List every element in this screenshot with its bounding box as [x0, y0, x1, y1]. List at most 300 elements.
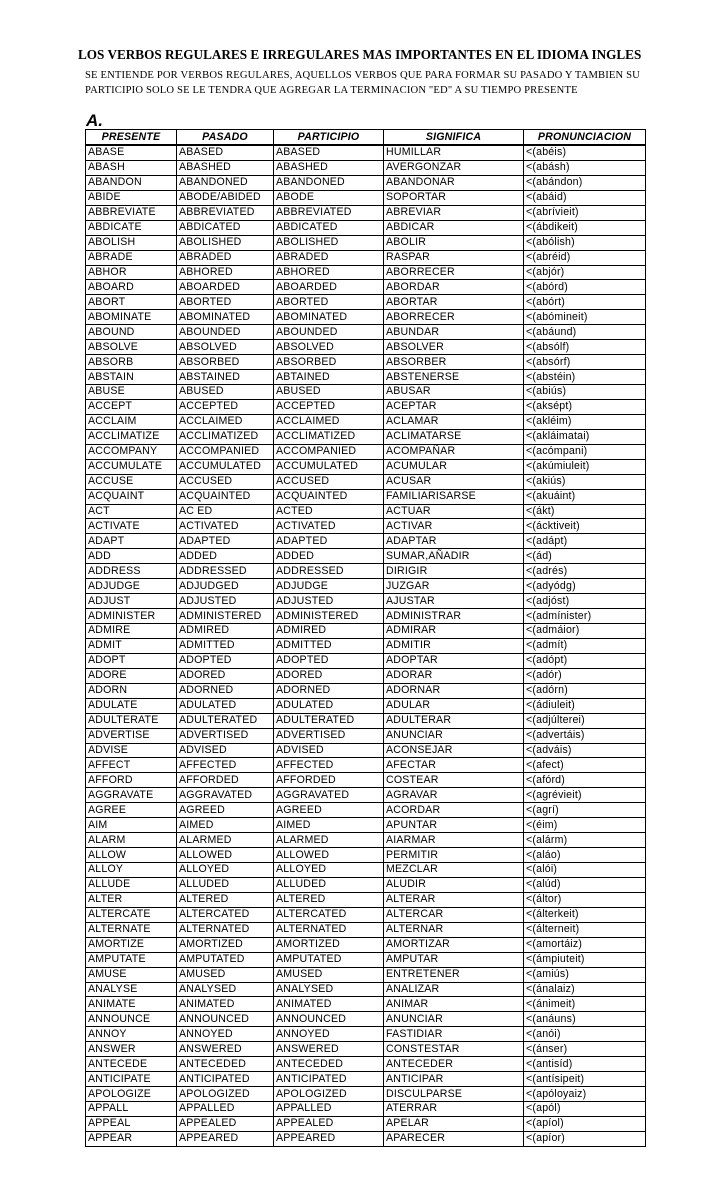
table-row — [86, 489, 646, 504]
cell-significa: ADMINISTRAR — [384, 609, 524, 624]
cell-significa: ADULAR — [384, 698, 524, 713]
cell-presente: ANIMATE — [86, 997, 177, 1012]
cell-pronunciacion: <(abómineit) — [524, 310, 646, 325]
cell-presente: ADMIT — [86, 638, 177, 653]
table-row — [86, 653, 646, 668]
table-row — [86, 295, 646, 310]
cell-participio: ABDICATED — [274, 220, 384, 235]
table-row — [86, 863, 646, 878]
cell-pasado: ABODE/ABIDED — [177, 190, 274, 205]
cell-participio: ADMINISTERED — [274, 609, 384, 624]
cell-pronunciacion: <(adrés) — [524, 564, 646, 579]
table-row — [86, 549, 646, 564]
cell-participio: ACCOMPANIED — [274, 444, 384, 459]
section-letter: A. — [86, 111, 103, 130]
column-header-pasado: PASADO — [177, 130, 274, 146]
cell-pronunciacion: <(abjór) — [524, 265, 646, 280]
cell-pasado: ADORNED — [177, 683, 274, 698]
table-row — [86, 429, 646, 444]
table-row — [86, 803, 646, 818]
cell-pasado: ALLOYED — [177, 863, 274, 878]
cell-presente: ALLOY — [86, 863, 177, 878]
table-row — [86, 205, 646, 220]
cell-participio: ADJUDGE — [274, 579, 384, 594]
cell-pasado: ABDICATED — [177, 220, 274, 235]
cell-pronunciacion: <(adórn) — [524, 683, 646, 698]
cell-participio: ADMIRED — [274, 624, 384, 639]
cell-pasado: ABUSED — [177, 385, 274, 400]
cell-significa: HUMILLAR — [384, 145, 524, 160]
cell-pronunciacion: <(antisíd) — [524, 1057, 646, 1072]
cell-participio: ADORED — [274, 668, 384, 683]
cell-participio: ANSWERED — [274, 1042, 384, 1057]
cell-significa: AVERGONZAR — [384, 160, 524, 175]
cell-pronunciacion: <(akléim) — [524, 414, 646, 429]
cell-significa: ENTRETENER — [384, 967, 524, 982]
cell-significa: ABDICAR — [384, 220, 524, 235]
cell-participio: ABASHED — [274, 160, 384, 175]
cell-pasado: AFFORDED — [177, 773, 274, 788]
cell-presente: APPEAR — [86, 1131, 177, 1146]
cell-participio: ADAPTED — [274, 534, 384, 549]
cell-presente: ACCUSE — [86, 474, 177, 489]
table-row — [86, 922, 646, 937]
cell-participio: ADULATED — [274, 698, 384, 713]
cell-significa: ABOLIR — [384, 235, 524, 250]
cell-pronunciacion: <(adyódg) — [524, 579, 646, 594]
cell-pasado: ADDRESSED — [177, 564, 274, 579]
cell-pasado: ADAPTED — [177, 534, 274, 549]
cell-participio: ALLOWED — [274, 848, 384, 863]
table-row — [86, 728, 646, 743]
table-row — [86, 414, 646, 429]
cell-significa: ADMITIR — [384, 638, 524, 653]
cell-presente: ABORT — [86, 295, 177, 310]
cell-pronunciacion: <(abiús) — [524, 385, 646, 400]
table-row — [86, 190, 646, 205]
cell-presente: AMUSE — [86, 967, 177, 982]
cell-significa: ANALIZAR — [384, 982, 524, 997]
cell-participio: ADVERTISED — [274, 728, 384, 743]
table-row — [86, 892, 646, 907]
cell-pronunciacion: <(akúmiuleit) — [524, 459, 646, 474]
cell-pronunciacion: <(ácktiveit) — [524, 519, 646, 534]
cell-participio: ABORTED — [274, 295, 384, 310]
table-row — [86, 220, 646, 235]
cell-significa: CONSTESTAR — [384, 1042, 524, 1057]
cell-significa: ALTERCAR — [384, 907, 524, 922]
cell-significa: ABSTENERSE — [384, 370, 524, 385]
verbs-table — [85, 129, 646, 1147]
cell-pasado: AC ED — [177, 504, 274, 519]
table-row — [86, 743, 646, 758]
cell-presente: ALTERNATE — [86, 922, 177, 937]
cell-presente: ADVISE — [86, 743, 177, 758]
table-row — [86, 1087, 646, 1102]
table-header-row — [86, 130, 646, 146]
cell-pasado: ABHORED — [177, 265, 274, 280]
cell-pronunciacion: <(abéis) — [524, 145, 646, 160]
cell-significa: FASTIDIAR — [384, 1027, 524, 1042]
cell-presente: ABSTAIN — [86, 370, 177, 385]
cell-pronunciacion: <(abáund) — [524, 325, 646, 340]
cell-presente: ADMIRE — [86, 624, 177, 639]
cell-pasado: ANSWERED — [177, 1042, 274, 1057]
table-row — [86, 385, 646, 400]
cell-significa: ABSORBER — [384, 355, 524, 370]
table-row — [86, 1131, 646, 1146]
cell-pasado: ALLOWED — [177, 848, 274, 863]
cell-significa: ALTERNAR — [384, 922, 524, 937]
cell-pronunciacion: <(apíor) — [524, 1131, 646, 1146]
cell-significa: AJUSTAR — [384, 594, 524, 609]
cell-participio: ANIMATED — [274, 997, 384, 1012]
cell-presente: ALLOW — [86, 848, 177, 863]
table-row — [86, 788, 646, 803]
table-row — [86, 758, 646, 773]
cell-significa: APARECER — [384, 1131, 524, 1146]
cell-pronunciacion: <(admít) — [524, 638, 646, 653]
cell-participio: ACCUMULATED — [274, 459, 384, 474]
cell-participio: AGREED — [274, 803, 384, 818]
cell-significa: ACTUAR — [384, 504, 524, 519]
table-row — [86, 250, 646, 265]
cell-pronunciacion: <(abándon) — [524, 175, 646, 190]
cell-participio: ABRADED — [274, 250, 384, 265]
table-row — [86, 1012, 646, 1027]
cell-participio: ANALYSED — [274, 982, 384, 997]
cell-pasado: ACTIVATED — [177, 519, 274, 534]
cell-presente: ABUSE — [86, 385, 177, 400]
table-row — [86, 1027, 646, 1042]
table-row — [86, 1072, 646, 1087]
table-row — [86, 474, 646, 489]
cell-pasado: ACCLAIMED — [177, 414, 274, 429]
cell-participio: ABASED — [274, 145, 384, 160]
cell-significa: AIARMAR — [384, 833, 524, 848]
cell-pronunciacion: <(afect) — [524, 758, 646, 773]
table-row — [86, 1057, 646, 1072]
cell-participio: ABOARDED — [274, 280, 384, 295]
cell-pronunciacion: <(akiús) — [524, 474, 646, 489]
cell-significa: FAMILIARISARSE — [384, 489, 524, 504]
cell-participio: ACTIVATED — [274, 519, 384, 534]
table-row — [86, 579, 646, 594]
cell-presente: ABIDE — [86, 190, 177, 205]
cell-pasado: ANALYSED — [177, 982, 274, 997]
cell-participio: AGGRAVATED — [274, 788, 384, 803]
table-row — [86, 638, 646, 653]
cell-pasado: ADOPTED — [177, 653, 274, 668]
cell-pronunciacion: <(afórd) — [524, 773, 646, 788]
cell-significa: APELAR — [384, 1116, 524, 1131]
cell-presente: ACQUAINT — [86, 489, 177, 504]
cell-pasado: ANTICIPATED — [177, 1072, 274, 1087]
cell-significa: RASPAR — [384, 250, 524, 265]
cell-participio: ALLUDED — [274, 877, 384, 892]
table-row — [86, 668, 646, 683]
cell-significa: ANUNCIAR — [384, 1012, 524, 1027]
cell-pasado: ABSTAINED — [177, 370, 274, 385]
cell-pasado: ADULTERATED — [177, 713, 274, 728]
table-row — [86, 459, 646, 474]
cell-significa: APUNTAR — [384, 818, 524, 833]
cell-pasado: ADMIRED — [177, 624, 274, 639]
table-row — [86, 280, 646, 295]
column-header-pronunciacion: PRONUNCIACION — [524, 130, 646, 146]
cell-pronunciacion: <(ánser) — [524, 1042, 646, 1057]
cell-pasado: ANTECEDED — [177, 1057, 274, 1072]
cell-significa: ALUDIR — [384, 877, 524, 892]
cell-participio: ANTECEDED — [274, 1057, 384, 1072]
cell-significa: ADAPTAR — [384, 534, 524, 549]
cell-pronunciacion: <(adjúlterei) — [524, 713, 646, 728]
cell-pronunciacion: <(adápt) — [524, 534, 646, 549]
cell-pasado: ABASED — [177, 145, 274, 160]
cell-presente: ADMINISTER — [86, 609, 177, 624]
cell-presente: ADULTERATE — [86, 713, 177, 728]
cell-pronunciacion: <(abáid) — [524, 190, 646, 205]
column-header-presente: PRESENTE — [86, 130, 177, 146]
cell-pronunciacion: <(ánalaiz) — [524, 982, 646, 997]
cell-participio: ADVISED — [274, 743, 384, 758]
table-row — [86, 594, 646, 609]
cell-presente: ALARM — [86, 833, 177, 848]
cell-participio: ALLOYED — [274, 863, 384, 878]
cell-pronunciacion: <(admínister) — [524, 609, 646, 624]
table-row — [86, 907, 646, 922]
cell-presente: ADJUDGE — [86, 579, 177, 594]
cell-presente: ALLUDE — [86, 877, 177, 892]
cell-significa: ACOMPAÑAR — [384, 444, 524, 459]
cell-significa: SUMAR,AÑADIR — [384, 549, 524, 564]
table-row — [86, 698, 646, 713]
cell-participio: APOLOGIZED — [274, 1087, 384, 1102]
cell-pronunciacion: <(apíol) — [524, 1116, 646, 1131]
cell-pasado: ABANDONED — [177, 175, 274, 190]
cell-pronunciacion: <(apól) — [524, 1102, 646, 1117]
cell-pasado: APPEARED — [177, 1131, 274, 1146]
cell-pasado: ANNOUNCED — [177, 1012, 274, 1027]
cell-presente: AFFORD — [86, 773, 177, 788]
cell-significa: ABORDAR — [384, 280, 524, 295]
cell-participio: ABHORED — [274, 265, 384, 280]
table-row — [86, 160, 646, 175]
cell-pasado: ABBREVIATED — [177, 205, 274, 220]
table-row — [86, 310, 646, 325]
cell-participio: ANNOYED — [274, 1027, 384, 1042]
cell-significa: ADORAR — [384, 668, 524, 683]
cell-significa: ABREVIAR — [384, 205, 524, 220]
cell-pronunciacion: <(adór) — [524, 668, 646, 683]
cell-pronunciacion: <(abórd) — [524, 280, 646, 295]
cell-pronunciacion: <(ábdikeit) — [524, 220, 646, 235]
cell-presente: AFFECT — [86, 758, 177, 773]
cell-participio: AMUSED — [274, 967, 384, 982]
cell-pasado: ADVISED — [177, 743, 274, 758]
cell-significa: ABORRECER — [384, 310, 524, 325]
cell-significa: ANIMAR — [384, 997, 524, 1012]
cell-significa: ABUNDAR — [384, 325, 524, 340]
cell-significa: DISCULPARSE — [384, 1087, 524, 1102]
cell-participio: ADOPTED — [274, 653, 384, 668]
cell-significa: ABSOLVER — [384, 340, 524, 355]
table-row — [86, 355, 646, 370]
cell-pronunciacion: <(abásh) — [524, 160, 646, 175]
cell-pasado: ADULATED — [177, 698, 274, 713]
cell-presente: APPALL — [86, 1102, 177, 1117]
cell-presente: ABBREVIATE — [86, 205, 177, 220]
table-row — [86, 773, 646, 788]
table-row — [86, 609, 646, 624]
cell-presente: ANTICIPATE — [86, 1072, 177, 1087]
table-row — [86, 534, 646, 549]
table-row — [86, 504, 646, 519]
cell-pasado: ABASHED — [177, 160, 274, 175]
cell-presente: ADDRESS — [86, 564, 177, 579]
cell-presente: ANNOUNCE — [86, 1012, 177, 1027]
cell-pasado: ANIMATED — [177, 997, 274, 1012]
cell-significa: ABUSAR — [384, 385, 524, 400]
cell-participio: ALTERNATED — [274, 922, 384, 937]
cell-presente: ABSORB — [86, 355, 177, 370]
cell-significa: ALTERAR — [384, 892, 524, 907]
cell-pasado: ABOUNDED — [177, 325, 274, 340]
cell-pronunciacion: <(abréid) — [524, 250, 646, 265]
table-row — [86, 1042, 646, 1057]
cell-significa: ACUMULAR — [384, 459, 524, 474]
cell-significa: ANTICIPAR — [384, 1072, 524, 1087]
table-row — [86, 848, 646, 863]
cell-pronunciacion: <(ánimeit) — [524, 997, 646, 1012]
cell-participio: ACCLAIMED — [274, 414, 384, 429]
cell-pasado: AIMED — [177, 818, 274, 833]
table-row — [86, 325, 646, 340]
cell-pasado: ACCEPTED — [177, 399, 274, 414]
cell-presente: ABANDON — [86, 175, 177, 190]
cell-pasado: ALTERNATED — [177, 922, 274, 937]
cell-pronunciacion: <(acómpani) — [524, 444, 646, 459]
cell-significa: JUZGAR — [384, 579, 524, 594]
cell-presente: ABOUND — [86, 325, 177, 340]
cell-significa: ACLAMAR — [384, 414, 524, 429]
cell-presente: ACT — [86, 504, 177, 519]
table-row — [86, 265, 646, 280]
cell-significa: AGRAVAR — [384, 788, 524, 803]
cell-pronunciacion: <(admáior) — [524, 624, 646, 639]
cell-presente: APOLOGIZE — [86, 1087, 177, 1102]
cell-participio: ADMITTED — [274, 638, 384, 653]
cell-pasado: APPEALED — [177, 1116, 274, 1131]
cell-pasado: AMORTIZED — [177, 937, 274, 952]
cell-pasado: ADVERTISED — [177, 728, 274, 743]
cell-participio: ABOUNDED — [274, 325, 384, 340]
cell-pronunciacion: <(absórf) — [524, 355, 646, 370]
cell-pronunciacion: <(anói) — [524, 1027, 646, 1042]
cell-presente: AGGRAVATE — [86, 788, 177, 803]
cell-pronunciacion: <(álterneit) — [524, 922, 646, 937]
cell-significa: MEZCLAR — [384, 863, 524, 878]
cell-presente: ALTER — [86, 892, 177, 907]
cell-pronunciacion: <(éim) — [524, 818, 646, 833]
cell-pasado: ADDED — [177, 549, 274, 564]
table-row — [86, 877, 646, 892]
cell-presente: ACCLAIM — [86, 414, 177, 429]
cell-presente: ABHOR — [86, 265, 177, 280]
cell-participio: ACTED — [274, 504, 384, 519]
cell-presente: AIM — [86, 818, 177, 833]
table-row — [86, 340, 646, 355]
cell-significa: ADOPTAR — [384, 653, 524, 668]
table-row — [86, 833, 646, 848]
cell-participio: ABODE — [274, 190, 384, 205]
cell-presente: APPEAL — [86, 1116, 177, 1131]
table-row — [86, 1102, 646, 1117]
cell-participio: ACCLIMATIZED — [274, 429, 384, 444]
intro-paragraph: SE ENTIENDE POR VERBOS REGULARES, AQUELLOS VERBOS QUE PARA FORMAR SU PASADO Y TAMBIEN SU PARTICIPIO SOLO SE LE TENDRA QUE AGREGAR LA TERMINACION "ED" A SU TIEMPO PRESENTE — [85, 70, 640, 96]
cell-presente: ACCOMPANY — [86, 444, 177, 459]
cell-pasado: ADMITTED — [177, 638, 274, 653]
cell-presente: ABASE — [86, 145, 177, 160]
cell-significa: ACUSAR — [384, 474, 524, 489]
cell-participio: ABTAINED — [274, 370, 384, 385]
cell-participio: ADULTERATED — [274, 713, 384, 728]
table-row — [86, 967, 646, 982]
cell-pasado: ANNOYED — [177, 1027, 274, 1042]
table-row — [86, 1116, 646, 1131]
cell-pasado: AMPUTATED — [177, 952, 274, 967]
cell-participio: APPALLED — [274, 1102, 384, 1117]
cell-participio: AMPUTATED — [274, 952, 384, 967]
cell-presente: ADAPT — [86, 534, 177, 549]
cell-participio: ABUSED — [274, 385, 384, 400]
cell-presente: ABRADE — [86, 250, 177, 265]
cell-pasado: ABRADED — [177, 250, 274, 265]
cell-presente: ABASH — [86, 160, 177, 175]
cell-presente: ACCEPT — [86, 399, 177, 414]
cell-significa: ATERRAR — [384, 1102, 524, 1117]
cell-presente: ADORE — [86, 668, 177, 683]
cell-pronunciacion: <(adjóst) — [524, 594, 646, 609]
table-row — [86, 982, 646, 997]
cell-participio: AFFECTED — [274, 758, 384, 773]
table-row — [86, 997, 646, 1012]
cell-significa: ABORRECER — [384, 265, 524, 280]
table-row — [86, 145, 646, 160]
cell-significa: SOPORTAR — [384, 190, 524, 205]
cell-participio: APPEARED — [274, 1131, 384, 1146]
cell-presente: AMPUTATE — [86, 952, 177, 967]
cell-pasado: AFFECTED — [177, 758, 274, 773]
cell-pronunciacion: <(ákt) — [524, 504, 646, 519]
cell-participio: ALTERCATED — [274, 907, 384, 922]
cell-presente: AGREE — [86, 803, 177, 818]
cell-participio: ACCUSED — [274, 474, 384, 489]
cell-presente: AMORTIZE — [86, 937, 177, 952]
cell-pronunciacion: <(amiús) — [524, 967, 646, 982]
cell-significa: ANTECEDER — [384, 1057, 524, 1072]
cell-pronunciacion: <(abrívieit) — [524, 205, 646, 220]
cell-significa: PERMITIR — [384, 848, 524, 863]
cell-presente: ABOARD — [86, 280, 177, 295]
cell-presente: ADULATE — [86, 698, 177, 713]
cell-pasado: APPALLED — [177, 1102, 274, 1117]
cell-participio: ABOLISHED — [274, 235, 384, 250]
cell-pasado: ALLUDED — [177, 877, 274, 892]
cell-pasado: ALTERCATED — [177, 907, 274, 922]
cell-pasado: APOLOGIZED — [177, 1087, 274, 1102]
cell-participio: ADDRESSED — [274, 564, 384, 579]
